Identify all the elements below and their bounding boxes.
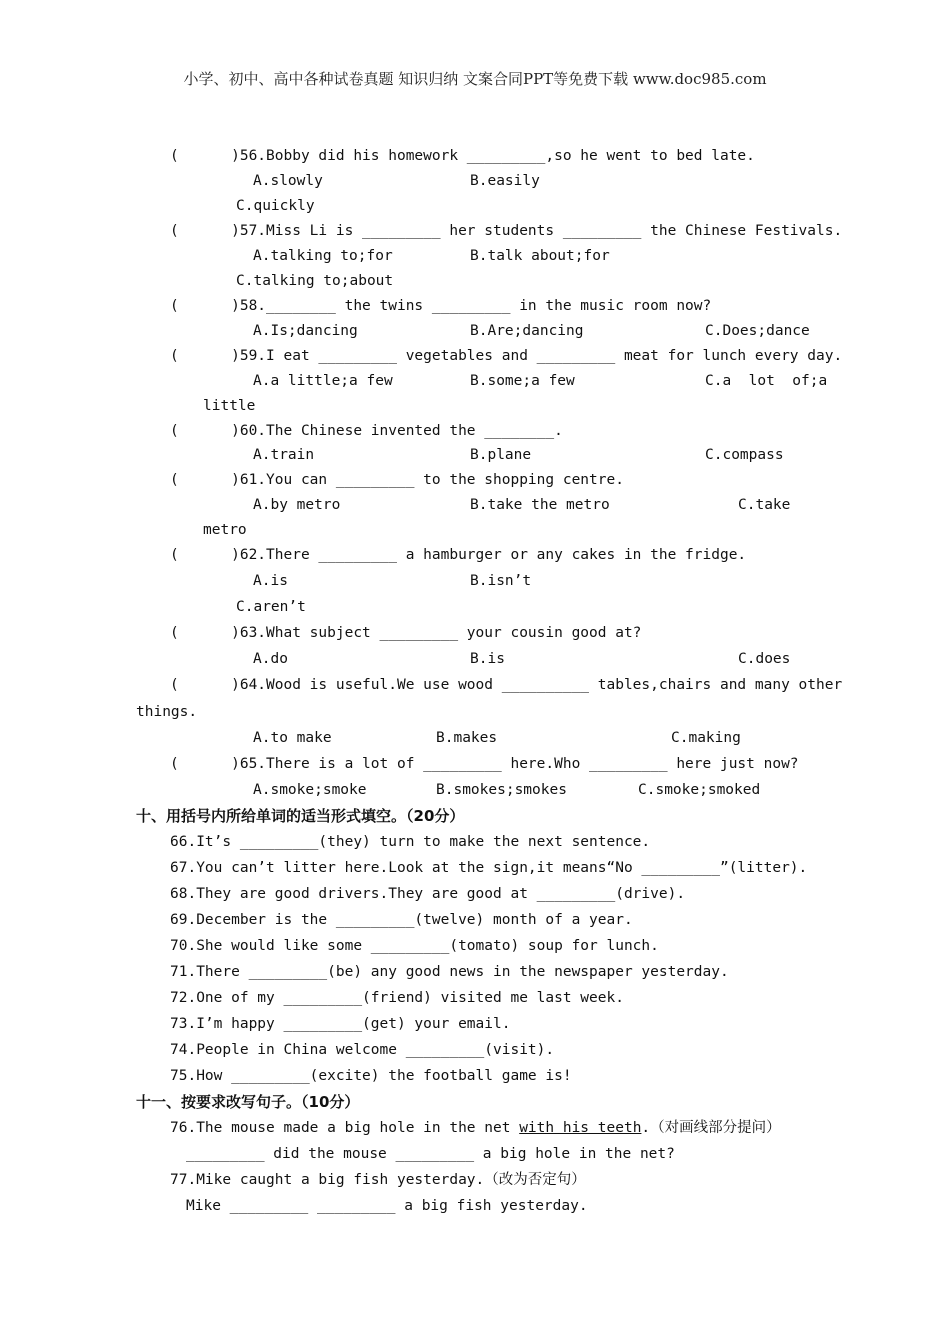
question-65-stem: ( )65.There is a lot of _________ here.Who _________ here just now? [170, 756, 799, 772]
question-61-option-a: A.by metro [253, 497, 341, 513]
question-59-option-c-wrap: little [203, 398, 256, 414]
question-60-option-c: C.compass [705, 447, 784, 463]
question-64-option-b: B.makes [436, 730, 498, 746]
fill-item-71: 71.There _________(be) any good news in the newspaper yesterday. [170, 964, 729, 980]
fill-item-69: 69.December is the _________(twelve) month of a year. [170, 912, 633, 928]
question-65-option-c: C.smoke;smoked [638, 782, 761, 798]
question-60-stem: ( )60.The Chinese invented the ________. [170, 423, 563, 439]
question-58-option-b: B.Are;dancing [470, 323, 584, 339]
rewrite-76-answer: _________ did the mouse _________ a big hole in the net? [186, 1146, 675, 1162]
question-64-option-c: C.making [671, 730, 741, 746]
rewrite-76-text: 76.The mouse made a big hole in the net [170, 1120, 520, 1136]
question-64-option-a: A.to make [253, 730, 332, 746]
question-59-option-c: C.a lot of;a [705, 373, 828, 389]
section-10-heading: 十、用括号内所给单词的适当形式填空。（20分） [136, 807, 465, 825]
question-57-option-a: A.talking to;for [253, 248, 393, 264]
fill-item-66: 66.It’s _________(they) turn to make the next sentence. [170, 834, 651, 850]
fill-item-74: 74.People in China welcome _________(visit). [170, 1042, 555, 1058]
question-61-stem: ( )61.You can _________ to the shopping centre. [170, 472, 624, 488]
question-57-option-c: C.talking to;about [236, 273, 394, 289]
rewrite-76-instruction: .（对画线部分提问） [641, 1120, 781, 1136]
fill-item-75: 75.How _________(excite) the football game is! [170, 1068, 572, 1084]
question-61-option-c: C.take [738, 497, 791, 513]
question-64-stem: ( )64.Wood is useful.We use wood __________ tables,chairs and many other [170, 677, 843, 693]
question-62-option-a: A.is [253, 573, 288, 589]
question-63-option-b: B.is [470, 651, 505, 667]
question-60-option-b: B.plane [470, 447, 532, 463]
question-56-stem: ( )56.Bobby did his homework _________,so he went to bed late. [170, 148, 755, 164]
question-62-option-c: C.aren’t [236, 599, 306, 615]
question-65-option-b: B.smokes;smokes [436, 782, 567, 798]
question-57-stem: ( )57.Miss Li is _________ her students _________ the Chinese Festivals. [170, 223, 843, 239]
section-11-heading: 十一、按要求改写句子。（10分） [136, 1093, 360, 1111]
question-58-option-c: C.Does;dance [705, 323, 810, 339]
question-63-option-a: A.do [253, 651, 288, 667]
question-65-option-a: A.smoke;smoke [253, 782, 367, 798]
fill-item-67: 67.You can’t litter here.Look at the sign,it means“No _________”(litter). [170, 860, 808, 876]
rewrite-item-77: 77.Mike caught a big fish yesterday.（改为否定句） [170, 1172, 586, 1188]
question-57-option-b: B.talk about;for [470, 248, 610, 264]
question-62-option-b: B.isn’t [470, 573, 532, 589]
question-58-option-a: A.Is;dancing [253, 323, 358, 339]
fill-item-68: 68.They are good drivers.They are good at _________(drive). [170, 886, 686, 902]
question-56-option-a: A.slowly [253, 173, 323, 189]
question-59-option-a: A.a little;a few [253, 373, 393, 389]
rewrite-77-answer: Mike _________ _________ a big fish yesterday. [186, 1198, 588, 1214]
question-63-option-c: C.does [738, 651, 791, 667]
fill-item-72: 72.One of my _________(friend) visited me last week. [170, 990, 624, 1006]
question-59-stem: ( )59.I eat _________ vegetables and _________ meat for lunch every day. [170, 348, 843, 364]
rewrite-76-underlined: with his teeth [519, 1120, 642, 1136]
question-58-stem: ( )58.________ the twins _________ in the music room now? [170, 298, 712, 314]
question-64-stem-wrap: things. [136, 704, 198, 720]
question-56-option-c: C.quickly [236, 198, 315, 214]
rewrite-item-76 [170, 1118, 781, 1138]
question-63-stem: ( )63.What subject _________ your cousin good at? [170, 625, 642, 641]
question-62-stem: ( )62.There _________ a hamburger or any cakes in the fridge. [170, 547, 747, 563]
question-56-option-b: B.easily [470, 173, 540, 189]
fill-item-70: 70.She would like some _________(tomato) soup for lunch. [170, 938, 659, 954]
page-header: 小学、初中、高中各种试卷真题 知识归纳 文案合同PPT等免费下载 www.doc985.com [183, 70, 767, 88]
fill-item-73: 73.I’m happy _________(get) your email. [170, 1016, 511, 1032]
question-59-option-b: B.some;a few [470, 373, 575, 389]
question-61-option-c-wrap: metro [203, 522, 247, 538]
question-60-option-a: A.train [253, 447, 315, 463]
question-61-option-b: B.take the metro [470, 497, 610, 513]
